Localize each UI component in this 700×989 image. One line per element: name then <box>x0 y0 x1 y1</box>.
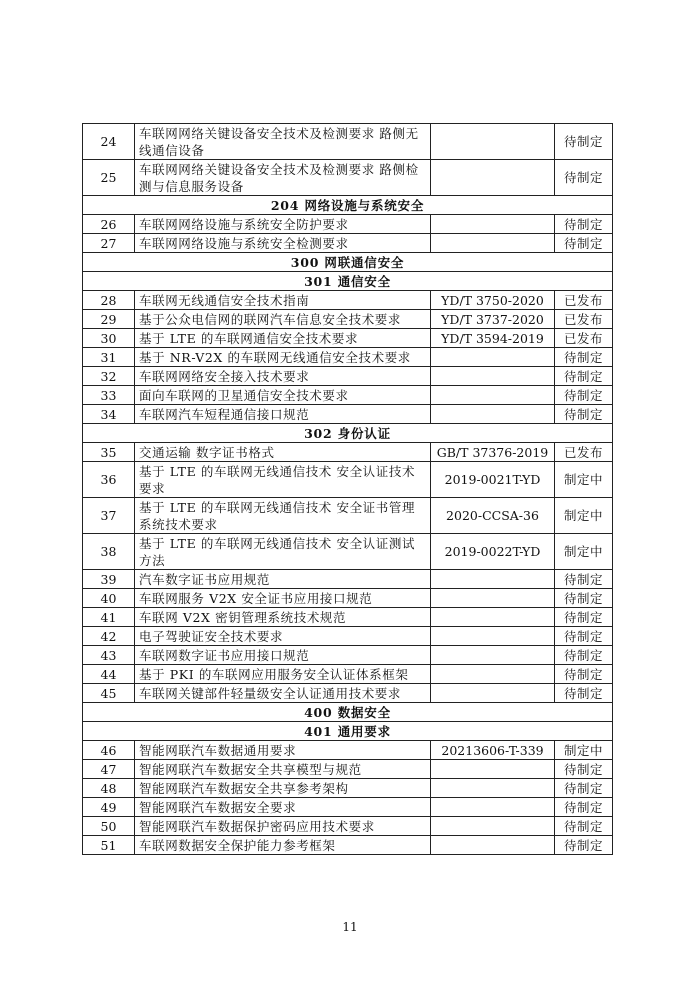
standard-name: 车联网服务 V2X 安全证书应用接口规范 <box>135 589 431 608</box>
standard-name: 交通运输 数字证书格式 <box>135 443 431 462</box>
table-row <box>83 817 613 836</box>
section-title: 302 身份认证 <box>83 424 613 443</box>
standard-name: 智能网联汽车数据保护密码应用技术要求 <box>135 817 431 836</box>
section-title: 300 网联通信安全 <box>83 253 613 272</box>
standard-name: 车联网网络设施与系统安全检测要求 <box>135 234 431 253</box>
status-text: 待制定 <box>555 589 613 608</box>
table-row <box>83 646 613 665</box>
status-text: 待制定 <box>555 124 613 160</box>
status-text: 待制定 <box>555 665 613 684</box>
standard-name: 车联网网络设施与系统安全防护要求 <box>135 215 431 234</box>
row-number: 28 <box>83 291 135 310</box>
standard-code <box>431 684 555 703</box>
table-row <box>83 367 613 386</box>
row-number: 34 <box>83 405 135 424</box>
standard-name: 车联网关键部件轻量级安全认证通用技术要求 <box>135 684 431 703</box>
status-text: 已发布 <box>555 443 613 462</box>
row-number: 43 <box>83 646 135 665</box>
section-title: 401 通用要求 <box>83 722 613 741</box>
section-title: 204 网络设施与系统安全 <box>83 196 613 215</box>
row-number: 50 <box>83 817 135 836</box>
table-row <box>83 534 613 570</box>
standard-name: 基于公众电信网的联网汽车信息安全技术要求 <box>135 310 431 329</box>
status-text: 待制定 <box>555 798 613 817</box>
standard-code <box>431 570 555 589</box>
status-text: 制定中 <box>555 741 613 760</box>
table-row <box>83 124 613 160</box>
table-row <box>83 589 613 608</box>
standard-code <box>431 589 555 608</box>
status-text: 制定中 <box>555 462 613 498</box>
table-row <box>83 741 613 760</box>
standard-code <box>431 348 555 367</box>
table-row <box>83 684 613 703</box>
standard-code: 20213606-T-339 <box>431 741 555 760</box>
standard-code <box>431 608 555 627</box>
standard-name: 车联网网络安全接入技术要求 <box>135 367 431 386</box>
standard-name: 智能网联汽车数据安全共享参考架构 <box>135 779 431 798</box>
standard-name: 基于 NR-V2X 的车联网无线通信安全技术要求 <box>135 348 431 367</box>
status-text: 待制定 <box>555 760 613 779</box>
row-number: 48 <box>83 779 135 798</box>
standard-code <box>431 405 555 424</box>
row-number: 41 <box>83 608 135 627</box>
table-row <box>83 462 613 498</box>
status-text: 待制定 <box>555 836 613 855</box>
status-text: 待制定 <box>555 215 613 234</box>
standard-code: GB/T 37376-2019 <box>431 443 555 462</box>
status-text: 待制定 <box>555 234 613 253</box>
status-text: 待制定 <box>555 348 613 367</box>
status-text: 制定中 <box>555 498 613 534</box>
row-number: 39 <box>83 570 135 589</box>
standard-code: YD/T 3750-2020 <box>431 291 555 310</box>
table-row <box>83 443 613 462</box>
standard-name: 智能网联汽车数据安全共享模型与规范 <box>135 760 431 779</box>
row-number: 25 <box>83 160 135 196</box>
standard-name: 基于 PKI 的车联网应用服务安全认证体系框架 <box>135 665 431 684</box>
status-text: 待制定 <box>555 646 613 665</box>
table-row <box>83 348 613 367</box>
standard-name: 智能网联汽车数据通用要求 <box>135 741 431 760</box>
table-row <box>83 665 613 684</box>
table-row <box>83 234 613 253</box>
standard-name: 面向车联网的卫星通信安全技术要求 <box>135 386 431 405</box>
table-row <box>83 405 613 424</box>
row-number: 51 <box>83 836 135 855</box>
table-row <box>83 760 613 779</box>
standard-name: 汽车数字证书应用规范 <box>135 570 431 589</box>
status-text: 待制定 <box>555 627 613 646</box>
standard-code: 2020-CCSA-36 <box>431 498 555 534</box>
standard-name: 车联网网络关键设备安全技术及检测要求 路侧无线通信设备 <box>135 124 431 160</box>
standard-code <box>431 386 555 405</box>
standard-code <box>431 836 555 855</box>
section-header-row <box>83 196 613 215</box>
standard-name: 基于 LTE 的车联网无线通信技术 安全证书管理系统技术要求 <box>135 498 431 534</box>
standard-code <box>431 160 555 196</box>
standard-name: 基于 LTE 的车联网无线通信技术 安全认证测试方法 <box>135 534 431 570</box>
standard-code <box>431 124 555 160</box>
standard-code <box>431 760 555 779</box>
standard-code: YD/T 3737-2020 <box>431 310 555 329</box>
row-number: 36 <box>83 462 135 498</box>
standard-code <box>431 798 555 817</box>
table-row <box>83 627 613 646</box>
status-text: 待制定 <box>555 160 613 196</box>
standard-code <box>431 627 555 646</box>
table-row <box>83 570 613 589</box>
section-header-row <box>83 703 613 722</box>
row-number: 24 <box>83 124 135 160</box>
row-number: 35 <box>83 443 135 462</box>
section-header-row <box>83 424 613 443</box>
table-row <box>83 386 613 405</box>
row-number: 37 <box>83 498 135 534</box>
standard-name: 智能网联汽车数据安全要求 <box>135 798 431 817</box>
status-text: 待制定 <box>555 570 613 589</box>
table-row <box>83 779 613 798</box>
status-text: 已发布 <box>555 291 613 310</box>
table-row <box>83 798 613 817</box>
standard-name: 基于 LTE 的车联网通信安全技术要求 <box>135 329 431 348</box>
section-header-row <box>83 253 613 272</box>
standard-code: 2019-0022T-YD <box>431 534 555 570</box>
standard-name: 车联网数字证书应用接口规范 <box>135 646 431 665</box>
standard-name: 车联网 V2X 密钥管理系统技术规范 <box>135 608 431 627</box>
standard-code <box>431 234 555 253</box>
row-number: 26 <box>83 215 135 234</box>
standard-name: 车联网数据安全保护能力参考框架 <box>135 836 431 855</box>
row-number: 31 <box>83 348 135 367</box>
standard-code <box>431 215 555 234</box>
standard-code: YD/T 3594-2019 <box>431 329 555 348</box>
row-number: 27 <box>83 234 135 253</box>
status-text: 待制定 <box>555 684 613 703</box>
row-number: 30 <box>83 329 135 348</box>
standard-code <box>431 367 555 386</box>
row-number: 44 <box>83 665 135 684</box>
status-text: 已发布 <box>555 310 613 329</box>
row-number: 38 <box>83 534 135 570</box>
status-text: 已发布 <box>555 329 613 348</box>
status-text: 待制定 <box>555 405 613 424</box>
status-text: 待制定 <box>555 367 613 386</box>
row-number: 40 <box>83 589 135 608</box>
page-number: 11 <box>342 920 358 934</box>
standard-code <box>431 779 555 798</box>
section-title: 400 数据安全 <box>83 703 613 722</box>
row-number: 45 <box>83 684 135 703</box>
status-text: 待制定 <box>555 817 613 836</box>
table-row <box>83 608 613 627</box>
table-row <box>83 498 613 534</box>
row-number: 49 <box>83 798 135 817</box>
row-number: 32 <box>83 367 135 386</box>
standards-table-body <box>83 124 613 855</box>
table-row <box>83 310 613 329</box>
standard-code <box>431 665 555 684</box>
status-text: 待制定 <box>555 386 613 405</box>
standard-name: 基于 LTE 的车联网无线通信技术 安全认证技术要求 <box>135 462 431 498</box>
standard-code: 2019-0021T-YD <box>431 462 555 498</box>
table-row <box>83 291 613 310</box>
status-text: 待制定 <box>555 608 613 627</box>
standards-table <box>82 123 613 855</box>
row-number: 42 <box>83 627 135 646</box>
section-header-row <box>83 722 613 741</box>
standard-code <box>431 646 555 665</box>
standard-code <box>431 817 555 836</box>
section-header-row <box>83 272 613 291</box>
row-number: 47 <box>83 760 135 779</box>
standard-name: 车联网网络关键设备安全技术及检测要求 路侧检测与信息服务设备 <box>135 160 431 196</box>
standard-name: 车联网无线通信安全技术指南 <box>135 291 431 310</box>
standard-name: 电子驾驶证安全技术要求 <box>135 627 431 646</box>
status-text: 制定中 <box>555 534 613 570</box>
row-number: 46 <box>83 741 135 760</box>
status-text: 待制定 <box>555 779 613 798</box>
standard-name: 车联网汽车短程通信接口规范 <box>135 405 431 424</box>
section-title: 301 通信安全 <box>83 272 613 291</box>
table-row <box>83 215 613 234</box>
table-row <box>83 160 613 196</box>
table-row <box>83 836 613 855</box>
table-row <box>83 329 613 348</box>
row-number: 33 <box>83 386 135 405</box>
row-number: 29 <box>83 310 135 329</box>
